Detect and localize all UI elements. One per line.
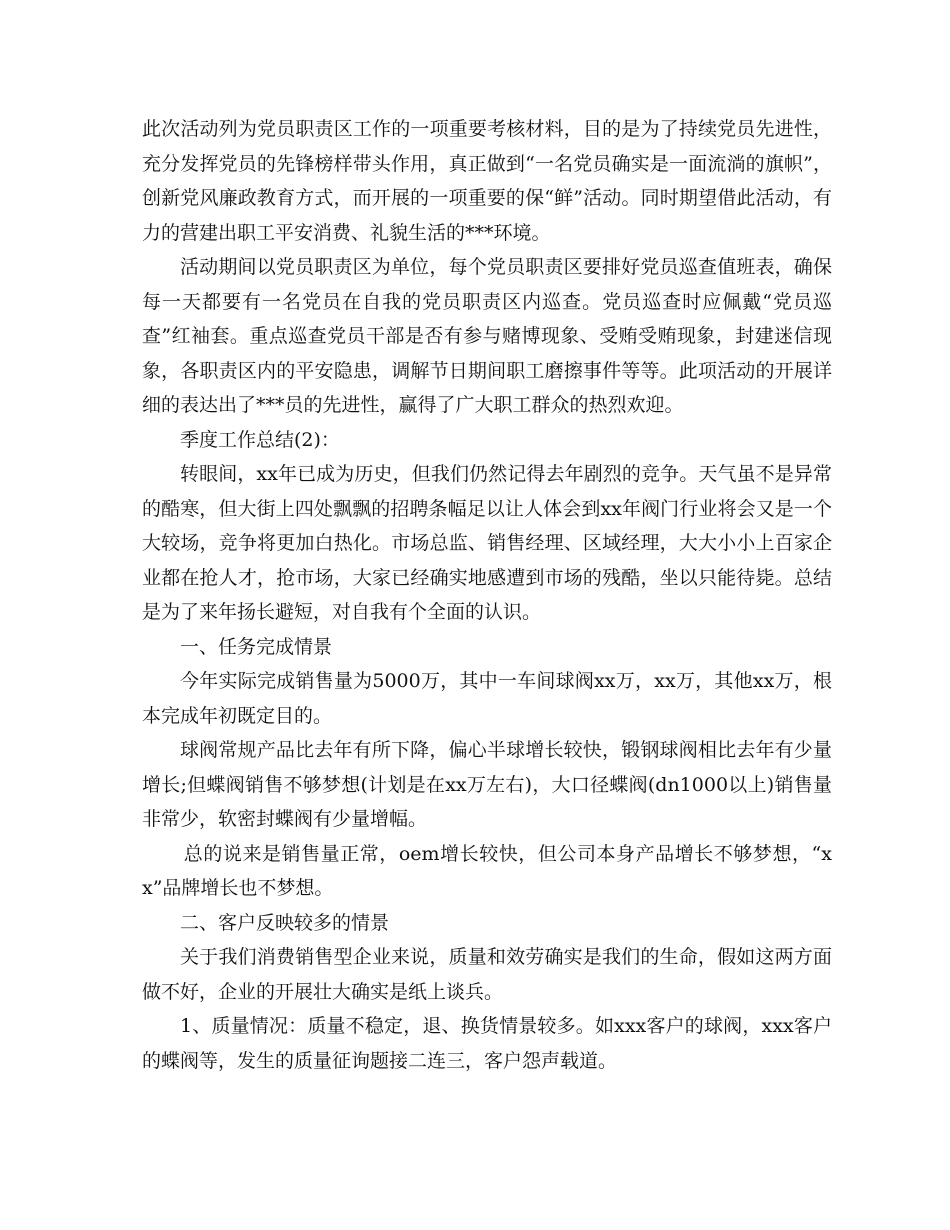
paragraph: 球阀常规产品比去年有所下降，偏心半球增长较快，锻钢球阀相比去年有少量增长;但蝶阀销售不够梦想(计划是在xx万左右)，大口径蝶阀(dn1000以上)销售量非常少，软密封蝶阀有少量增幅。	[142, 739, 832, 830]
section-heading: 一、任务完成情景	[180, 635, 333, 658]
section-heading: 季度工作总结(2)：	[180, 428, 340, 451]
document-body	[142, 112, 832, 1078]
paragraph: 此次活动列为党员职责区工作的一项重要考核材料，目的是为了持续党员先进性，充分发挥党员的先锋榜样带头作用，真正做到“一名党员确实是一面流淌的旗帜”，创新党风廉政教育方式，而开展的一项重要的保“鲜”活动。同时期望借此活动，有力的营建出职工平安消费、礼貌生活的***环境。	[142, 118, 832, 244]
paragraph: 总的说来是销售量正常，oem增长较快，但公司本身产品增长不够梦想，“xx”品牌增长也不梦想。	[142, 842, 832, 899]
paragraph: 1、质量情况：质量不稳定，退、换货情景较多。如xxx客户的球阀，xxx客户的蝶阀等，发生的质量征询题接二连三，客户怨声载道。	[142, 1015, 832, 1072]
paragraph: 今年实际完成销售量为5000万，其中一车间球阀xx万，xx万，其他xx万，根本完成年初既定目的。	[142, 670, 832, 727]
paragraph: 关于我们消费销售型企业来说，质量和效劳确实是我们的生命，假如这两方面做不好，企业的开展壮大确实是纸上谈兵。	[142, 946, 832, 1003]
paragraph: 活动期间以党员职责区为单位，每个党员职责区要排好党员巡查值班表，确保每一天都要有一名党员在自我的党员职责区内巡查。党员巡查时应佩戴“党员巡查”红袖套。重点巡查党员干部是否有参与赌博现象、受贿受贿现象，封建迷信现象，各职责区内的平安隐患，调解节日期间职工磨擦事件等等。此项活动的开展详细的表达出了***员的先进性，赢得了广大职工群众的热烈欢迎。	[142, 256, 832, 416]
paragraph: 转眼间，xx年已成为历史，但我们仍然记得去年剧烈的竞争。天气虽不是异常的酷寒，但大街上四处飘飘的招聘条幅足以让人体会到xx年阀门行业将会又是一个大较场，竞争将更加白热化。市场总监、销售经理、区域经理，大大小小上百家企业都在抢人才，抢市场，大家已经确实地感遭到市场的残酷，坐以只能待毙。总结是为了来年扬长避短，对自我有个全面的认识。	[142, 463, 832, 623]
section-heading: 二、客户反映较多的情景	[180, 911, 390, 934]
